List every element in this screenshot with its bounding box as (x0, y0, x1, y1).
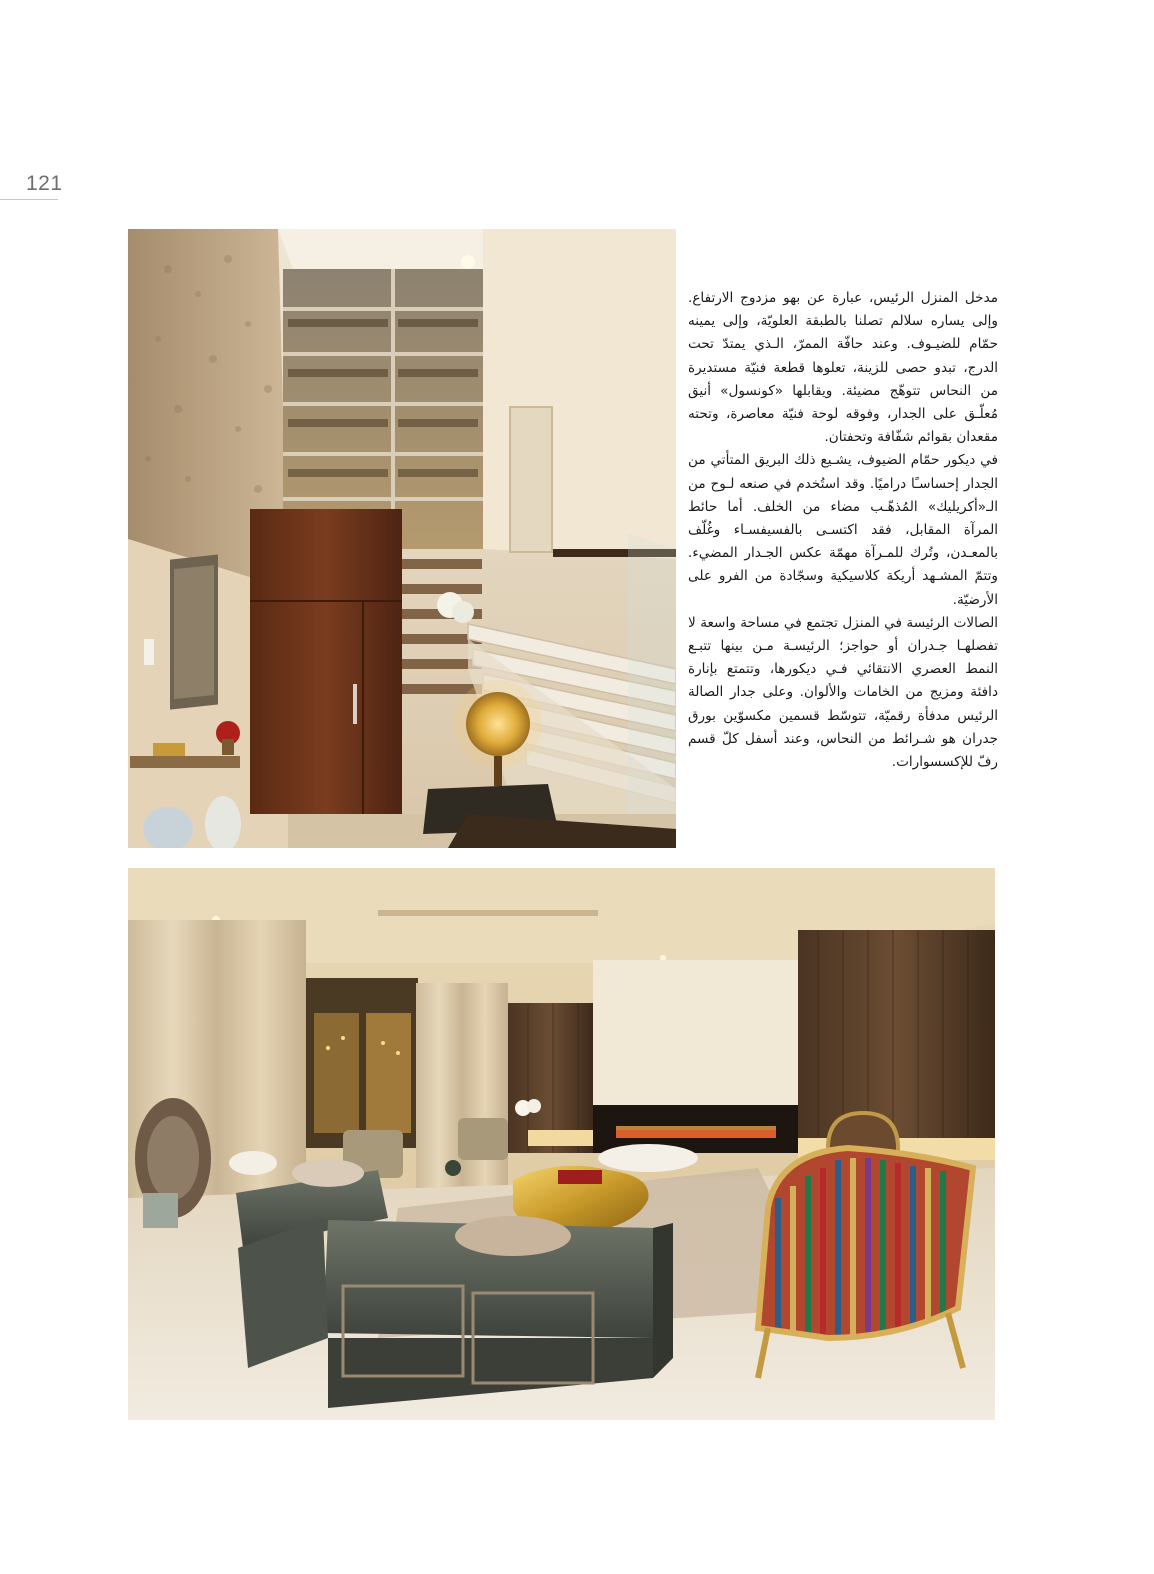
article-text (688, 287, 998, 774)
page-number-rule (0, 199, 58, 200)
entrance-hall-illustration (128, 229, 676, 848)
article-paragraph: الصالات الرئيسة في المنزل تجتمع في مساحة واسعة لا تفصلهـا جـدران أو حواجز؛ الرئيسـة مـن بينها تتبـع النمط العصري الانتقائي فـي ديكورها، وتتمتع بإنارة دافئة ومزيج من الخامات والألوان. وعلى جدار الصالة الرئيس مدفأة رقميّة، تتوسّط قسمين مكسوّين بورق جدران هو شـرائط من النحاس، وعند أسفل كلّ قسم رفّ للإكسسوارات. (688, 614, 998, 771)
living-room-photo (128, 868, 995, 1420)
page-number: 121 (26, 172, 63, 195)
article-paragraph: مدخل المنزل الرئيس، عبارة عن بهو مزدوج الارتفاع. وإلى يساره سلالم تصلنا بالطبقة العلويّة، وإلى يمينه حمّام للضيـوف. وعند حافّة الممرّ، الـذي يمتدّ تحت الدرج، تبدو حصى للزينة، تعلوها قطعة فنيّة مستديرة من النحاس تتوهّج مضيئة. ويقابلها «كونسول» أنيق مُعلّـق على الجدار، وفوقه لوحة فنيّة معاصرة، وتحته مقعدان بقوائم شفّافة وتحفتان. (688, 290, 998, 446)
article-paragraph: في ديكور حمّام الضيوف، يشـيع ذلك البريق المتأتي من الجدار إحساسـًا دراميًا. وقد استُخدم في صنعه لـوح من الـ«أكريليك» المُذهّـب مضاء من الخلف. أما حائط المرآة المقابل، فقد اكتسـى بالفسيفسـاء وغُلّف بالمعـدن، وتُرك للمـرآة مهمّة عكس الجـدار المضيء. وتتمّ المشـهد أريكة كلاسيكية وسجّادة من الفرو على الأرضيّة. (688, 452, 998, 608)
living-room-illustration (128, 868, 995, 1420)
entrance-hall-photo (128, 229, 676, 848)
